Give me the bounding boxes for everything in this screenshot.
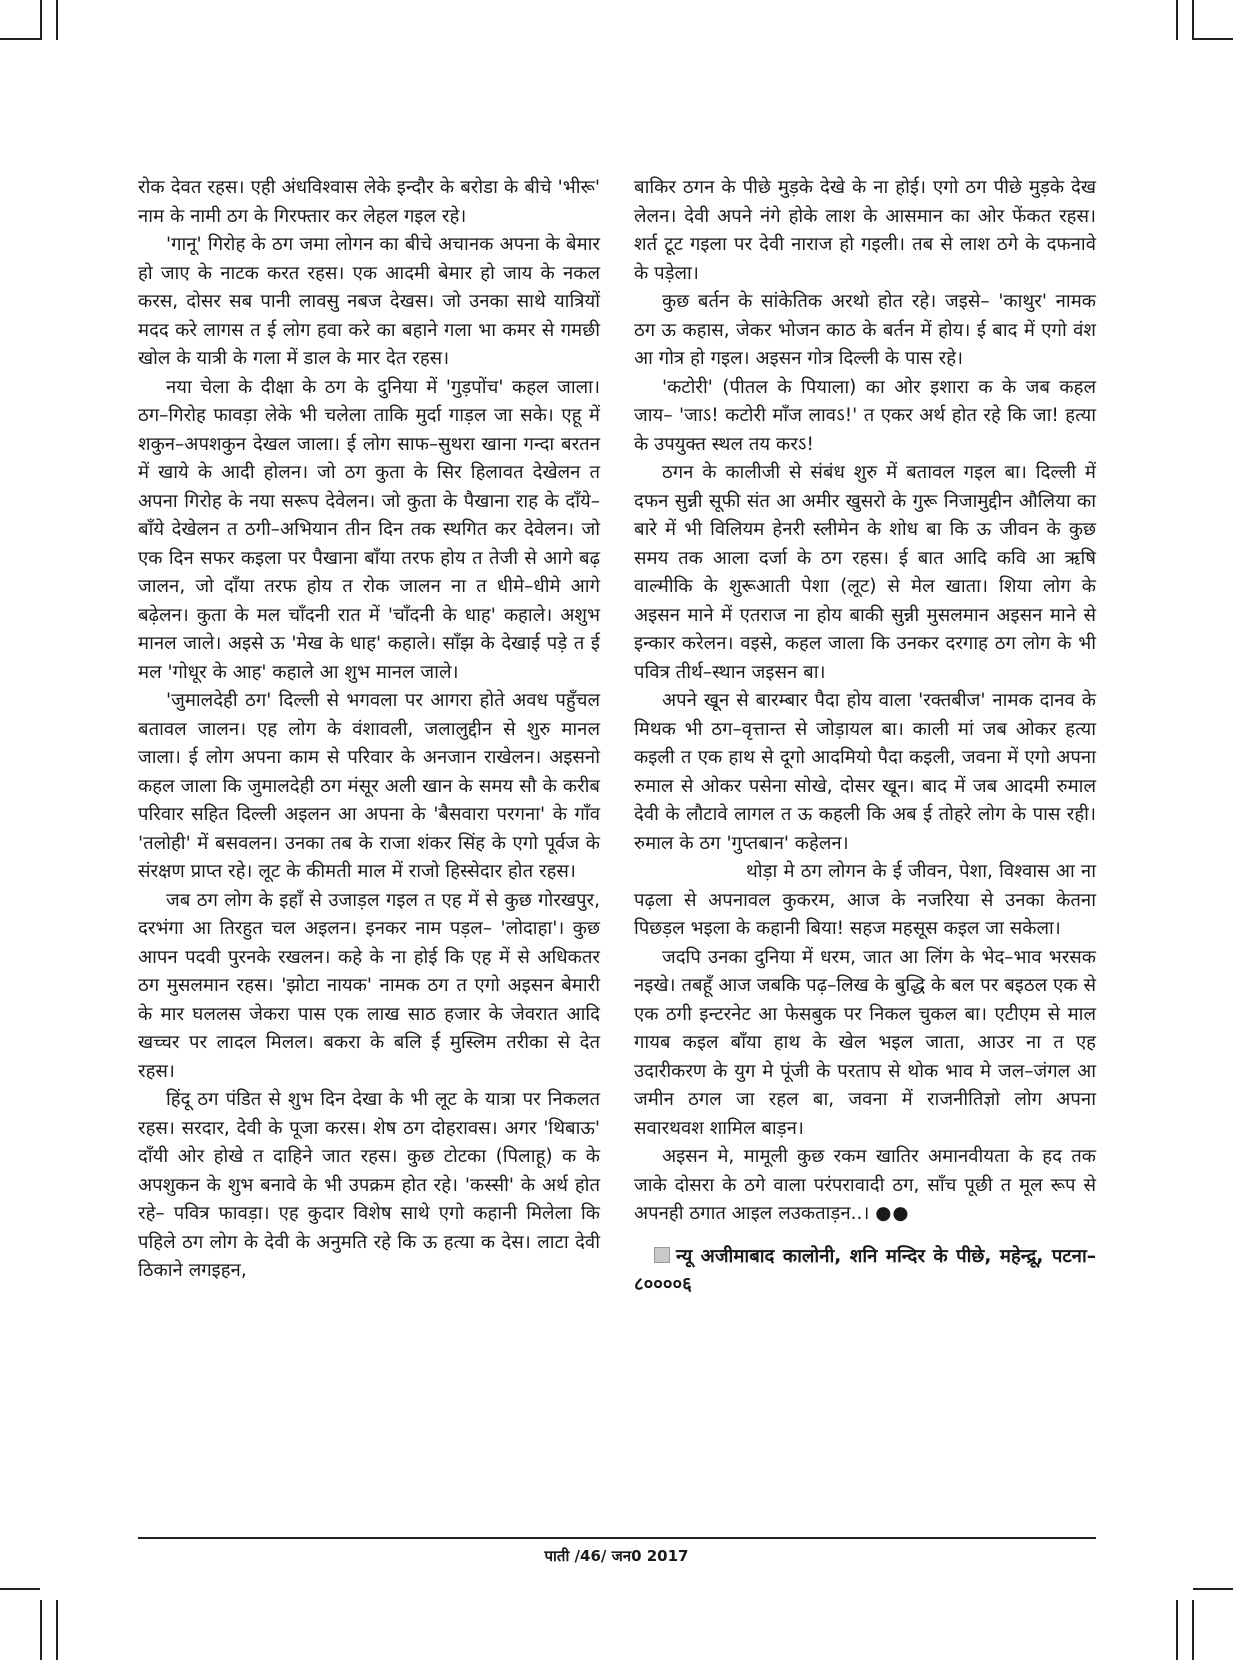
crop-mark [40, 0, 42, 40]
left-column [138, 174, 600, 1286]
address-text: न्यू अजीमाबाद कालोनी, शनि मन्दिर के पीछे, महेन्द्रू, पटना–८००००६ [634, 1245, 1096, 1295]
paragraph: बाकिर ठगन के पीछे मुड़के देखे के ना होई। एगो ठग पीछे मुड़के देख लेलन। देवी अपने नंगे होके लाश के आसमान का ओर फेंकत रहस। शर्त टूट गइला पर देवी नाराज हो गइली। तब से लाश ठगे के दफनावे के पड़ेला। [634, 177, 1096, 284]
paragraph: 'कटोरी' (पीतल के पियाला) का ओर इशारा क के जब कहल जाय– 'जाऽ! कटोरी माँज लावऽ!' त एकर अर्थ होत रहे कि जा! हत्या के उपयुक्त स्थल तय करऽ! [634, 376, 1096, 455]
closing-paragraph [634, 1143, 1096, 1229]
paragraph: जदपि उनका दुनिया में धरम, जात आ लिंग के भेद–भाव भरसक नइखे। तबहूँ आज जबकि पढ़–लिख के बुद्धि के बल पर बइठल एक से एक ठगी इन्टरनेट आ फेसबुक पर निकल चुकल बा। एटीएम से माल गायब कइल बाँया हाथ के खेल भइल जाता, आउर ना त एह उदारीकरण के युग मे पूंजी के परताप से थोक भाव मे जल–जंगल आ जमीन ठगल जा रहल बा, जवना में राजनीतिज्ञो लोग अपना सवारथवश शामिल बाड़न। [634, 946, 1096, 1139]
crop-mark [56, 1600, 58, 1660]
right-column [634, 174, 1096, 1300]
crop-mark [1176, 0, 1178, 40]
paragraph: रोक देवत रहस। एही अंधविश्वास लेके इन्दौर के बरोडा के बीचे 'भीरू' नाम के नामी ठग के गिरफ्तार कर लेहल गइल रहे। [138, 177, 600, 227]
paragraph: थोड़ा मे ठग लोगन के ई जीवन, पेशा, विश्वास आ ना पढ़ला से अपनावल कुकरम, आज के नजरिया से उनका केतना पिछड़ल भइला के कहानी बिया! सहज महसूस कइल जा सकेला। [634, 861, 1096, 939]
crop-mark [1192, 1600, 1194, 1660]
paragraph: नया चेला के दीक्षा के ठग के दुनिया में 'गुड़पोंच' कहल जाला। ठग–गिरोह फावड़ा लेके भी चलेला ताकि मुर्दा गाड़ल जा सके। एहू में शकुन–अपशकुन देखल जाला। ई लोग साफ–सुथरा खाना गन्दा बरतन में खाये के आदी होलन। जो ठग कुता के सिर हिलावत देखेलन त अपना गिरोह के नया सरूप देवेलन। जो कुता के पैखाना राह के दाँये–बाँये देखेलन त ठगी–अभियान तीन दिन तक स्थगित कर देवेलन। जो एक दिन सफर कइला पर पैखाना बाँया तरफ होय त तेजी से आगे बढ़ जालन, जो दाँया तरफ होय त रोक जालन ना त धीमे–धीमे आगे बढ़ेलन। कुता के मल चाँदनी रात में 'चाँदनी के धाह' कहाले। अशुभ मानल जाले। अइसे ऊ 'मेख के धाह' कहाले। साँझ के देखाई पड़े त ई मल 'गोधूर के आह' कहाले आ शुभ मानल जाले। [138, 376, 600, 683]
crop-mark [56, 0, 58, 40]
paragraph: कुछ बर्तन के सांकेतिक अरथो होत रहे। जइसे– 'काथुर' नामक ठग ऊ कहास, जेकर भोजन काठ के बर्तन में होय। ई बाद में एगो वंश आ गोत्र हो गइल। अइसन गोत्र दिल्ली के पास रहे। [634, 291, 1096, 369]
crop-mark [0, 38, 40, 40]
author-address [634, 1243, 1096, 1300]
paragraph-text: अइसन मे, मामूली कुछ रकम खातिर अमानवीयता के हद तक जाके दोसरा के ठगे वाला परंपरावादी ठग, साँच पूछी त मूल रूप से अपनही ठगात आइल लउकताड़न..। [634, 1146, 1096, 1224]
crop-mark [1176, 1600, 1178, 1660]
crop-mark [1192, 0, 1194, 40]
paragraph: हिंदू ठग पंडित से शुभ दिन देखा के भी लूट के यात्रा पर निकलत रहस। सरदार, देवी के पूजा करस। शेष ठग दोहरावस। अगर 'थिबाऊ' दाँयी ओर होखे त दाहिने जात रहस। कुछ टोटका (पिलाहू) क के अपशुकन के शुभ बनावे के भी उपक्रम होत रहे। 'कस्सी' के अर्थ होत रहे– पवित्र फावड़ा। एह कुदार विशेष साथे एगो कहानी मिलेला कि पहिले ठग लोग के देवी के अनुमति रहे कि ऊ हत्या क देस। लाटा देवी ठिकाने लगइहन, [138, 1089, 600, 1281]
paragraph: ठगन के कालीजी से संबंध शुरु में बतावल गइल बा। दिल्ली में दफन सुन्नी सूफी संत आ अमीर खुसरो के गुरू निजामुद्दीन औलिया का बारे में भी विलियम हेनरी स्लीमेन के शोध बा कि ऊ जीवन के कुछ समय तक आला दर्जा के ठग रहस। ई बात आदि कवि आ ऋषि वाल्मीकि के शुरूआती पेशा (लूट) से मेल खाता। शिया लोग के अइसन माने में एतराज ना होय बाकी सुन्नी मुसलमान अइसन माने से इन्कार करेलन। वइसे, कहल जाला कि उनकर दरगाह ठग लोग के भी पवित्र तीर्थ–स्थान जइसन बा। [634, 462, 1096, 683]
end-marks: ●● [875, 1203, 910, 1224]
square-bullet-icon [654, 1247, 670, 1263]
paragraph: अपने खून से बारम्बार पैदा होय वाला 'रक्तबीज' नामक दानव के मिथक भी ठग–वृत्तान्त से जोड़ायल बा। काली मां जब ओकर हत्या कइली त एक हाथ से दूगो आदमियो पैदा कइली, जवना में एगो अपना रुमाल से ओकर पसेना सोखे, दोसर खून। बाद में जब आदमी रुमाल देवी के लौटावे लागल त ऊ कहली कि अब ई तोहरे लोग के पास रही। रुमाल के ठग 'गुप्तबान' कहेलन। [634, 690, 1096, 854]
footer-rule [138, 1537, 1096, 1539]
crop-mark [40, 1600, 42, 1660]
paragraph: 'गानू' गिरोह के ठग जमा लोगन का बीचे अचानक अपना के बेमार हो जाए के नाटक करत रहस। एक आदमी बेमार हो जाय के नकल करस, दोसर सब पानी लावसु नबज देखस। जो उनका साथे यात्रियों मदद करे लागस त ई लोग हवा करे का बहाने गला भा कमर से गमछी खोल के यात्री के गला में डाल के मार देत रहस। [138, 234, 600, 369]
crop-mark [1193, 1588, 1233, 1590]
crop-mark [0, 1588, 40, 1590]
crop-mark [1193, 38, 1233, 40]
paragraph: 'जुमालदेही ठग' दिल्ली से भगवला पर आगरा होते अवध पहुँचल बतावल जालन। एह लोग के वंशावली, जलालुद्दीन से शुरु मानल जाला। ई लोग अपना काम से परिवार के अनजान राखेलन। अइसनो कहल जाला कि जुमालदेही ठग मंसूर अली खान के समय सौ के करीब परिवार सहित दिल्ली अइलन आ अपना के 'बैसवारा परगना' के गाँव 'तलोही' में बसवलन। उनका तब के राजा शंकर सिंह के एगो पूर्वज के संरक्षण प्राप्त रहे। लूट के कीमती माल में राजो हिस्सेदार होत रहस। [138, 690, 600, 882]
paragraph: जब ठग लोग के इहाँ से उजाड़ल गइल त एह में से कुछ गोरखपुर, दरभंगा आ तिरहुत चल अइलन। इनकर नाम पड़ल– 'लोदाहा'। कुछ आपन पदवी पुरनके रखलन। कहे के ना होई कि एह में से अधिकतर ठग मुसलमान रहस। 'झोटा नायक' नामक ठग त एगो अइसन बेमारी के मार घललस जेकरा पास एक लाख साठ हजार के जेवरात आदि खच्चर पर लादल मिलल। बकरा के बलि ई मुस्लिम तरीका से देत रहस। [138, 889, 600, 1082]
page-footer: पाती /46/ जन0 2017 [544, 1547, 689, 1565]
